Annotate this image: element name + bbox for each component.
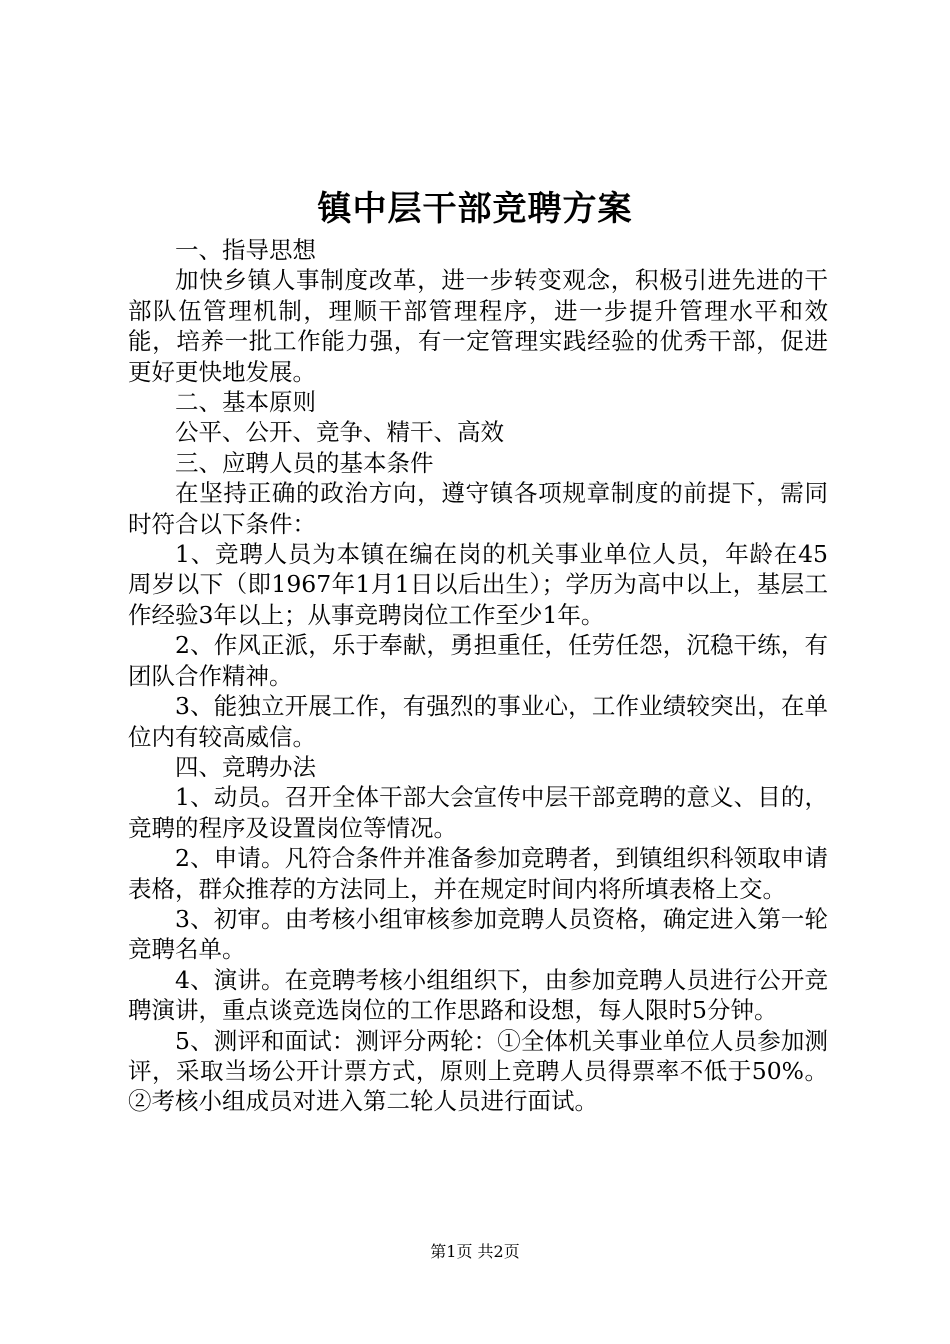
page-footer: 第1页 共2页 [430, 1242, 520, 1261]
list-item-condition-3: 3、能独立开展工作，有强烈的事业心，工作业绩较突出，在单位内有较高威信。 [128, 692, 828, 751]
paragraph-conditions-intro: 在坚持正确的政治方向，遵守镇各项规章制度的前提下，需同时符合以下条件： [128, 479, 828, 538]
document-body [128, 235, 828, 1117]
list-item-method-5: 5、测评和面试：测评分两轮：①全体机关事业单位人员参加测评，采取当场公开计票方式，原则上竞聘人员得票率不低于50%。②考核小组成员对进入第二轮人员进行面试。 [128, 1026, 828, 1116]
paragraph-basic-principles: 公平、公开、竞争、精干、高效 [175, 418, 504, 447]
list-item-condition-1: 1、竞聘人员为本镇在编在岗的机关事业单位人员，年龄在45周岁以下（即1967年1月1日以后出生）；学历为高中以上，基层工作经验3年以上；从事竞聘岗位工作至少1年。 [128, 540, 828, 629]
section-heading-selection-method: 四、竞聘办法 [175, 752, 316, 781]
paragraph-guiding-ideology: 加快乡镇人事制度改革，进一步转变观念，积极引进先进的干部队伍管理机制，理顺干部管理程序，进一步提升管理水平和效能，培养一批工作能力强，有一定管理实践经验的优秀干部，促进更好更快地发展。 [128, 266, 828, 386]
section-heading-applicant-conditions: 三、应聘人员的基本条件 [175, 448, 434, 477]
section-heading-basic-principles: 二、基本原则 [175, 388, 316, 417]
section-heading-guiding-ideology: 一、指导思想 [175, 236, 316, 264]
list-item-method-2: 2、申请。凡符合条件并准备参加竞聘者，到镇组织科领取申请表格，群众推荐的方法同上，并在规定时间内将所填表格上交。 [128, 844, 828, 903]
list-item-method-3: 3、初审。由考核小组审核参加竞聘人员资格，确定进入第一轮竞聘名单。 [128, 904, 828, 964]
list-item-method-1: 1、动员。召开全体干部大会宣传中层干部竞聘的意义、目的，竞聘的程序及设置岗位等情况。 [128, 783, 828, 842]
document-title: 镇中层干部竞聘方案 [317, 189, 633, 229]
list-item-method-4: 4、演讲。在竞聘考核小组组织下，由参加竞聘人员进行公开竞聘演讲，重点谈竞选岗位的工作思路和设想，每人限时5分钟。 [128, 965, 828, 1025]
list-item-condition-2: 2、作风正派，乐于奉献，勇担重任，任劳任怨，沉稳干练，有团队合作精神。 [128, 631, 828, 690]
